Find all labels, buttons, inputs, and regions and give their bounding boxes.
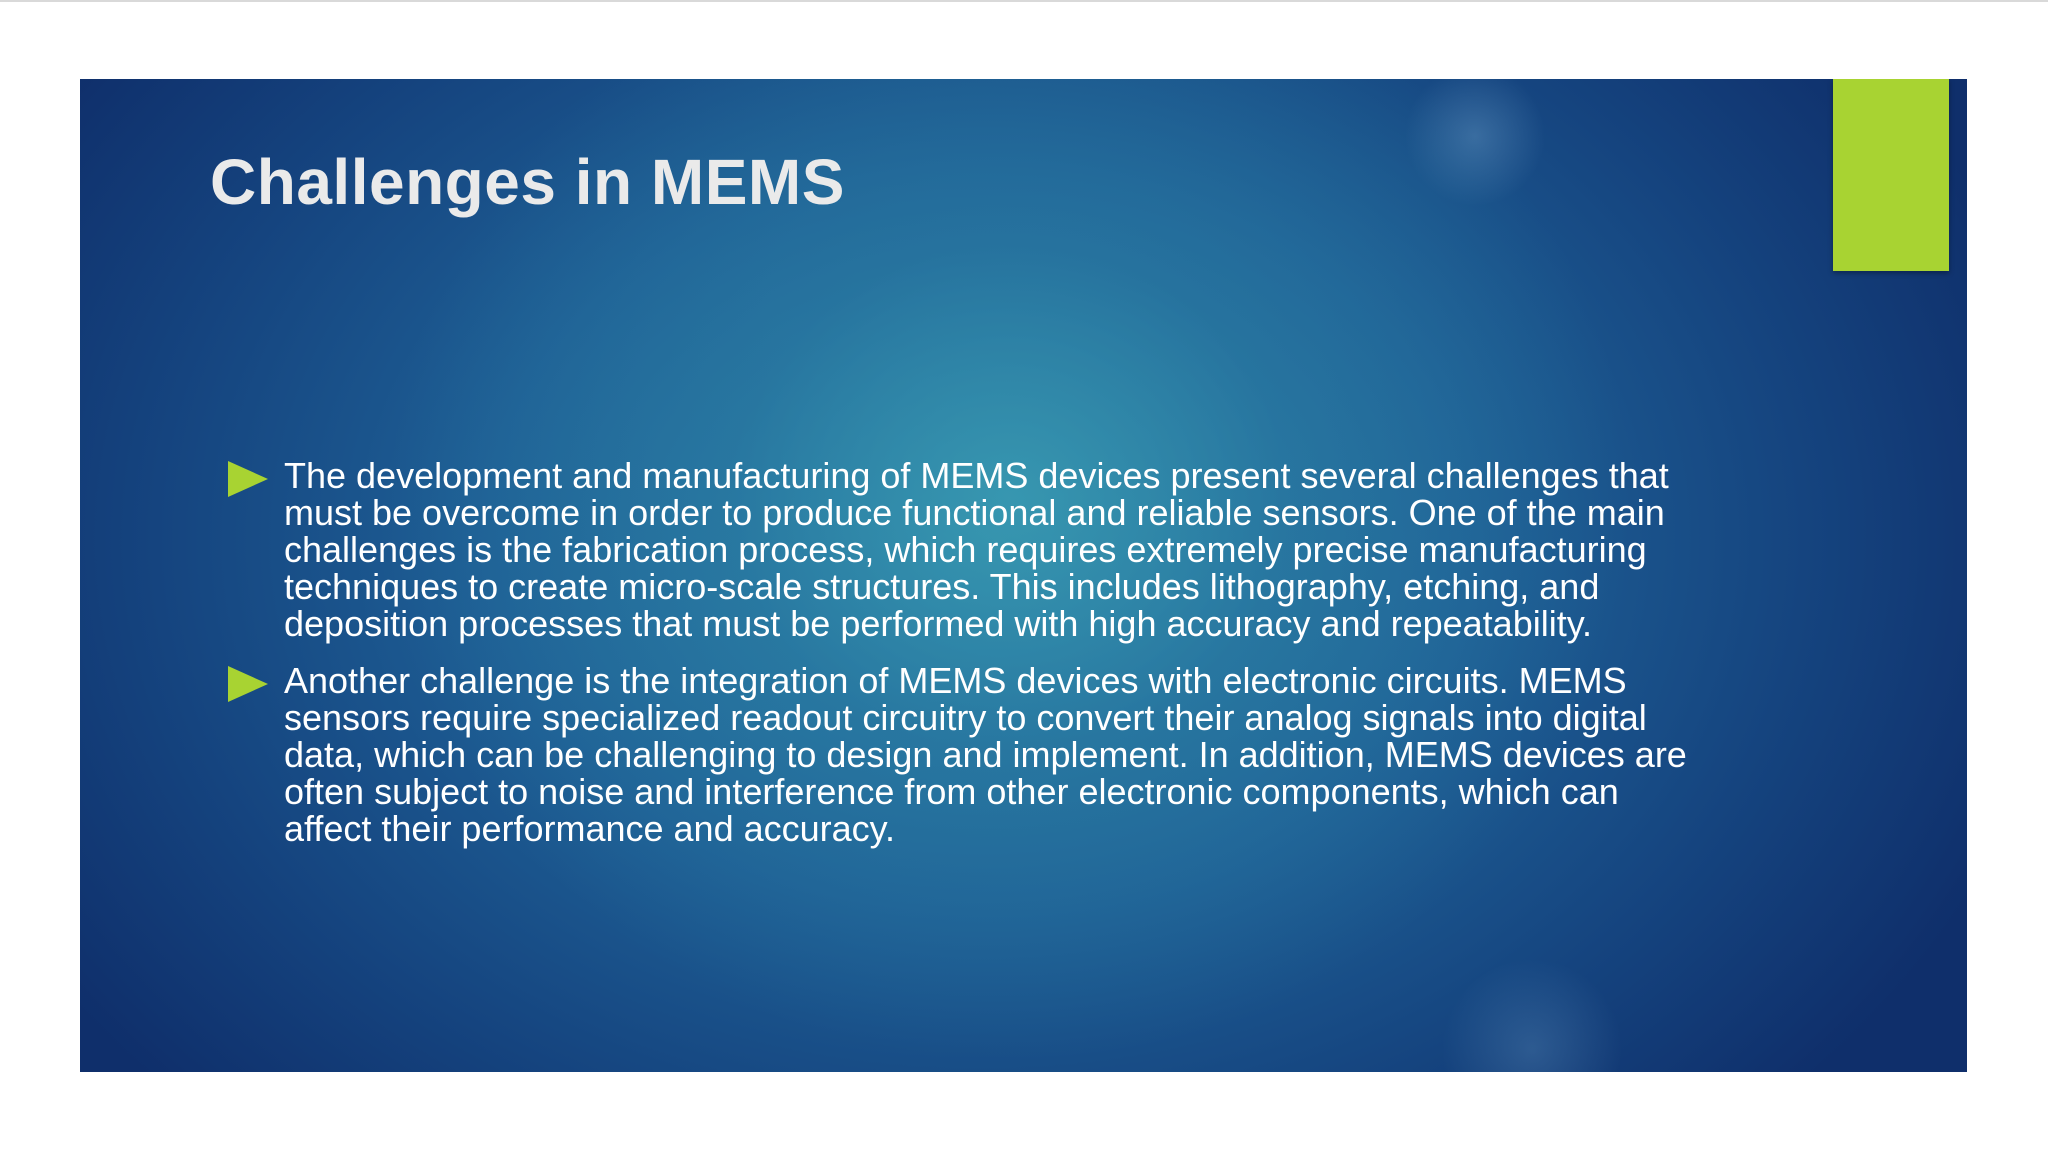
accent-tab [1833, 79, 1949, 271]
bullet-list [226, 457, 1706, 867]
bullet-text: The development and manufacturing of MEMS devices present several challenges that must be overcome in order to produce functional and reliable sensors. One of the main challenges is the fabrication process, which requires extremely precise manufacturing techniques to create micro-scale structures. This includes lithography, etching, and deposition processes that must be performed with high accuracy and repeatability. [284, 455, 1669, 644]
slide [80, 79, 1967, 1072]
bullet-item [226, 457, 1706, 642]
triangle-right-icon [226, 459, 270, 499]
triangle-right-icon [226, 664, 270, 704]
page-top-rule [0, 0, 2048, 2]
bullet-item [226, 662, 1706, 847]
bullet-text: Another challenge is the integration of MEMS devices with electronic circuits. MEMS sensors require specialized readout circuitry to convert their analog signals into digital data, which can be challenging to design and implement. In addition, MEMS devices are often subject to noise and interference from other electronic components, which can affect their performance and accuracy. [284, 660, 1687, 849]
slide-title: Challenges in MEMS [210, 146, 845, 218]
